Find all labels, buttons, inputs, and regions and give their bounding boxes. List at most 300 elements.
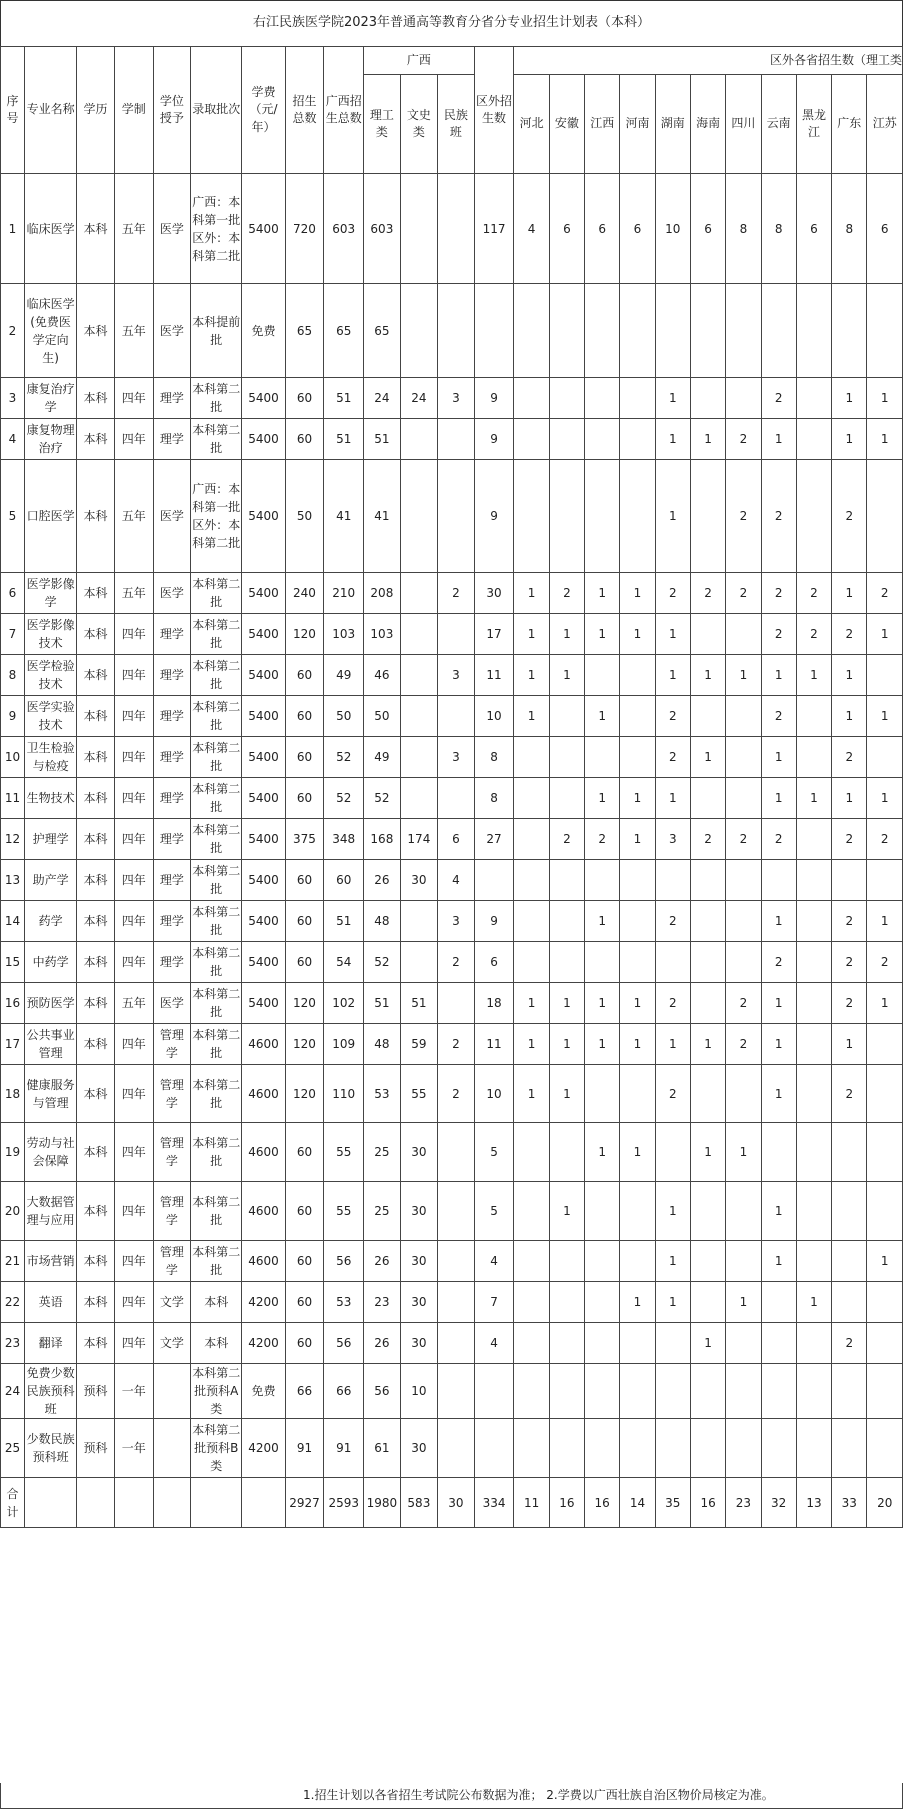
cell-gx-sci: 48: [364, 1024, 400, 1065]
header-guangxi-group: 广西: [364, 47, 474, 75]
header-total: 招生总数: [285, 47, 324, 174]
cell-degree-level: 本科: [77, 1182, 115, 1241]
cell-duration: 五年: [114, 284, 153, 378]
cell-province: 1: [761, 655, 796, 696]
cell-province: 1: [620, 1123, 655, 1182]
cell-province: 6: [585, 174, 620, 284]
cell-province: [761, 1282, 796, 1323]
cell-province: [620, 1419, 655, 1478]
cell-province: [832, 1419, 867, 1478]
cell-province: 1: [726, 655, 761, 696]
cell-out-total: 117: [474, 174, 514, 284]
cell-total: 60: [285, 942, 324, 983]
table-row: [1, 614, 903, 655]
cell-province: 1: [620, 614, 655, 655]
cell-gx-arts: 59: [400, 1024, 438, 1065]
cell-province: [726, 614, 761, 655]
cell-province: [761, 1323, 796, 1364]
cell-duration: 四年: [114, 1024, 153, 1065]
cell-major: 药学: [24, 901, 76, 942]
cell-province: 1: [655, 614, 690, 655]
cell-duration: 五年: [114, 174, 153, 284]
cell-seq: 22: [1, 1282, 25, 1323]
cell-gx-arts: 30: [400, 1419, 438, 1478]
totals-province: 23: [726, 1478, 761, 1528]
cell-province: [796, 1182, 831, 1241]
cell-province: 2: [655, 573, 690, 614]
cell-province: [796, 284, 831, 378]
header-degree-level: 学历: [77, 47, 115, 174]
cell-gx-arts: 24: [400, 378, 438, 419]
cell-province: [585, 655, 620, 696]
cell-province: [620, 1364, 655, 1419]
cell-degree-level: 本科: [77, 860, 115, 901]
header-gx-arts: 文史类: [400, 75, 438, 174]
cell-province: [867, 1024, 903, 1065]
cell-degree-award: 医学: [153, 983, 191, 1024]
cell-province: 10: [655, 174, 690, 284]
table-row: [1, 1364, 903, 1419]
cell-gx-total: 66: [324, 1364, 364, 1419]
cell-duration: 四年: [114, 1282, 153, 1323]
cell-province: 1: [655, 460, 690, 573]
table-row: [1, 1323, 903, 1364]
cell-province: 6: [796, 174, 831, 284]
cell-gx-ethnic: [438, 614, 474, 655]
cell-duration: 四年: [114, 1123, 153, 1182]
cell-tuition: 4200: [242, 1282, 285, 1323]
cell-gx-arts: 30: [400, 1323, 438, 1364]
cell-gx-arts: 30: [400, 1241, 438, 1282]
cell-province: 2: [690, 573, 725, 614]
cell-seq: 25: [1, 1419, 25, 1478]
cell-province: 1: [690, 1123, 725, 1182]
cell-gx-sci: 52: [364, 778, 400, 819]
cell-province: [620, 860, 655, 901]
cell-duration: 四年: [114, 860, 153, 901]
cell-gx-arts: 30: [400, 1282, 438, 1323]
cell-province: [514, 378, 549, 419]
cell-gx-ethnic: [438, 1123, 474, 1182]
cell-gx-ethnic: [438, 983, 474, 1024]
cell-province: [549, 378, 584, 419]
cell-degree-award: 理学: [153, 860, 191, 901]
cell-gx-arts: 30: [400, 1182, 438, 1241]
cell-gx-total: 91: [324, 1419, 364, 1478]
table-row: [1, 983, 903, 1024]
cell-gx-total: 50: [324, 696, 364, 737]
cell-degree-level: 本科: [77, 819, 115, 860]
cell-province: [514, 860, 549, 901]
cell-province: [549, 737, 584, 778]
cell-degree-level: 本科: [77, 460, 115, 573]
cell-seq: 3: [1, 378, 25, 419]
cell-degree-level: 本科: [77, 1123, 115, 1182]
cell-province: 1: [655, 419, 690, 460]
cell-province: 2: [655, 1065, 690, 1123]
table-row: [1, 1065, 903, 1123]
cell-degree-level: 本科: [77, 696, 115, 737]
cell-province: [514, 1364, 549, 1419]
totals-empty-cell: [77, 1478, 115, 1528]
header-gx-ethnic: 民族班: [438, 75, 474, 174]
cell-province: [549, 419, 584, 460]
cell-out-total: 7: [474, 1282, 514, 1323]
cell-province: 1: [655, 778, 690, 819]
cell-province: 2: [726, 1024, 761, 1065]
cell-province: 1: [514, 696, 549, 737]
cell-province: [832, 284, 867, 378]
cell-province: 1: [585, 614, 620, 655]
cell-total: 50: [285, 460, 324, 573]
cell-degree-award: [153, 1419, 191, 1478]
cell-province: [514, 1241, 549, 1282]
cell-degree-award: 理学: [153, 655, 191, 696]
cell-out-total: 11: [474, 1024, 514, 1065]
cell-province: 2: [761, 696, 796, 737]
cell-province: 8: [761, 174, 796, 284]
cell-major: 健康服务与管理: [24, 1065, 76, 1123]
cell-gx-sci: 51: [364, 419, 400, 460]
cell-province: 1: [549, 655, 584, 696]
cell-province: 1: [549, 1182, 584, 1241]
cell-major: 少数民族预科班: [24, 1419, 76, 1478]
cell-degree-level: 本科: [77, 1065, 115, 1123]
cell-tuition: 5400: [242, 983, 285, 1024]
cell-province: 1: [867, 419, 903, 460]
cell-batch: 本科第二批: [191, 819, 242, 860]
cell-province: [761, 284, 796, 378]
totals-province: 32: [761, 1478, 796, 1528]
cell-gx-sci: 53: [364, 1065, 400, 1123]
cell-province: 1: [655, 1182, 690, 1241]
cell-seq: 4: [1, 419, 25, 460]
header-province: 河南: [620, 75, 655, 174]
cell-gx-arts: 30: [400, 860, 438, 901]
cell-out-total: 8: [474, 778, 514, 819]
cell-province: [585, 1182, 620, 1241]
cell-province: 2: [761, 819, 796, 860]
cell-duration: 四年: [114, 614, 153, 655]
cell-province: 2: [655, 901, 690, 942]
table-row: [1, 573, 903, 614]
cell-province: [867, 1065, 903, 1123]
cell-province: [832, 860, 867, 901]
cell-province: 1: [867, 696, 903, 737]
cell-gx-ethnic: 2: [438, 942, 474, 983]
header-degree-award: 学位授予: [153, 47, 191, 174]
cell-province: [867, 1419, 903, 1478]
cell-tuition: 4600: [242, 1241, 285, 1282]
cell-degree-level: 本科: [77, 573, 115, 614]
cell-duration: 一年: [114, 1364, 153, 1419]
cell-province: [585, 1065, 620, 1123]
cell-seq: 17: [1, 1024, 25, 1065]
cell-province: [620, 378, 655, 419]
cell-duration: 四年: [114, 737, 153, 778]
cell-gx-ethnic: [438, 1282, 474, 1323]
header-out-group: 区外各省招生数（理工类: [514, 47, 903, 75]
cell-total: 720: [285, 174, 324, 284]
cell-province: [514, 901, 549, 942]
cell-major: 翻译: [24, 1323, 76, 1364]
cell-total: 120: [285, 614, 324, 655]
cell-gx-sci: 26: [364, 860, 400, 901]
cell-degree-level: 本科: [77, 1241, 115, 1282]
cell-degree-level: 本科: [77, 737, 115, 778]
cell-gx-sci: 24: [364, 378, 400, 419]
table-row: [1, 284, 903, 378]
cell-province: [726, 1065, 761, 1123]
cell-province: [620, 1065, 655, 1123]
cell-seq: 14: [1, 901, 25, 942]
cell-total: 120: [285, 983, 324, 1024]
cell-province: [620, 419, 655, 460]
cell-degree-award: 医学: [153, 573, 191, 614]
cell-province: 1: [585, 778, 620, 819]
cell-province: [549, 1323, 584, 1364]
cell-province: [549, 460, 584, 573]
cell-duration: 四年: [114, 942, 153, 983]
cell-province: 2: [690, 819, 725, 860]
cell-province: [796, 983, 831, 1024]
cell-tuition: 免费: [242, 284, 285, 378]
cell-province: [761, 1123, 796, 1182]
cell-province: 1: [796, 655, 831, 696]
cell-tuition: 4200: [242, 1419, 285, 1478]
cell-province: [549, 1282, 584, 1323]
table-row: [1, 901, 903, 942]
header-major: 专业名称: [24, 47, 76, 174]
cell-gx-arts: [400, 737, 438, 778]
cell-out-total: [474, 1419, 514, 1478]
table-title: 右江民族医学院2023年普通高等教育分省分专业招生计划表（本科）: [0, 0, 903, 46]
cell-province: 2: [655, 696, 690, 737]
cell-province: [549, 1123, 584, 1182]
cell-tuition: 4600: [242, 1024, 285, 1065]
cell-gx-sci: 23: [364, 1282, 400, 1323]
cell-seq: 13: [1, 860, 25, 901]
cell-province: 2: [726, 419, 761, 460]
cell-gx-ethnic: [438, 284, 474, 378]
totals-province: 11: [514, 1478, 549, 1528]
cell-degree-level: 本科: [77, 942, 115, 983]
cell-seq: 12: [1, 819, 25, 860]
cell-batch: 本科第二批: [191, 1182, 242, 1241]
cell-gx-sci: 65: [364, 284, 400, 378]
cell-province: 1: [620, 1282, 655, 1323]
cell-gx-ethnic: [438, 460, 474, 573]
cell-province: 1: [514, 1024, 549, 1065]
totals-gx-ethnic: 30: [438, 1478, 474, 1528]
cell-major: 生物技术: [24, 778, 76, 819]
cell-province: 1: [690, 1323, 725, 1364]
totals-province: 13: [796, 1478, 831, 1528]
cell-seq: 20: [1, 1182, 25, 1241]
header-province: 江西: [585, 75, 620, 174]
cell-province: [726, 1182, 761, 1241]
cell-batch: 本科: [191, 1282, 242, 1323]
totals-province: 14: [620, 1478, 655, 1528]
cell-province: [796, 819, 831, 860]
cell-tuition: 免费: [242, 1364, 285, 1419]
cell-province: [867, 284, 903, 378]
cell-gx-arts: [400, 942, 438, 983]
table-row: [1, 1419, 903, 1478]
cell-tuition: 4600: [242, 1123, 285, 1182]
totals-out-total: 334: [474, 1478, 514, 1528]
cell-province: [514, 460, 549, 573]
cell-province: 2: [832, 983, 867, 1024]
cell-seq: 21: [1, 1241, 25, 1282]
cell-province: [761, 1364, 796, 1419]
totals-empty-cell: [153, 1478, 191, 1528]
totals-empty-cell: [114, 1478, 153, 1528]
header-province: 安徽: [549, 75, 584, 174]
cell-province: [620, 1323, 655, 1364]
cell-major: 英语: [24, 1282, 76, 1323]
cell-gx-arts: [400, 901, 438, 942]
cell-gx-total: 51: [324, 378, 364, 419]
cell-province: [726, 1419, 761, 1478]
cell-seq: 24: [1, 1364, 25, 1419]
cell-province: [832, 1182, 867, 1241]
cell-tuition: 5400: [242, 419, 285, 460]
cell-total: 120: [285, 1065, 324, 1123]
cell-province: 1: [620, 573, 655, 614]
cell-seq: 11: [1, 778, 25, 819]
cell-province: 1: [585, 696, 620, 737]
cell-province: [796, 419, 831, 460]
cell-major: 临床医学: [24, 174, 76, 284]
cell-province: [796, 378, 831, 419]
totals-province: 33: [832, 1478, 867, 1528]
cell-province: 6: [690, 174, 725, 284]
cell-province: 1: [761, 1024, 796, 1065]
cell-gx-sci: 208: [364, 573, 400, 614]
cell-batch: 本科第二批: [191, 942, 242, 983]
cell-province: [726, 1364, 761, 1419]
cell-province: [796, 1323, 831, 1364]
cell-seq: 9: [1, 696, 25, 737]
cell-gx-total: 53: [324, 1282, 364, 1323]
cell-province: [690, 983, 725, 1024]
cell-gx-arts: [400, 460, 438, 573]
cell-tuition: 5400: [242, 573, 285, 614]
cell-province: 1: [514, 1065, 549, 1123]
enrollment-plan-table: [0, 46, 903, 1528]
cell-province: [585, 419, 620, 460]
cell-gx-arts: [400, 174, 438, 284]
cell-total: 60: [285, 655, 324, 696]
cell-province: [690, 1364, 725, 1419]
cell-major: 护理学: [24, 819, 76, 860]
cell-gx-total: 49: [324, 655, 364, 696]
cell-out-total: 9: [474, 378, 514, 419]
cell-degree-award: 医学: [153, 284, 191, 378]
cell-province: [549, 942, 584, 983]
cell-degree-award: 理学: [153, 901, 191, 942]
cell-province: 1: [832, 1024, 867, 1065]
cell-province: [585, 378, 620, 419]
cell-gx-ethnic: [438, 1241, 474, 1282]
cell-gx-arts: 30: [400, 1123, 438, 1182]
cell-gx-arts: 174: [400, 819, 438, 860]
cell-tuition: 5400: [242, 860, 285, 901]
cell-out-total: 27: [474, 819, 514, 860]
cell-province: 2: [867, 573, 903, 614]
cell-duration: 四年: [114, 1323, 153, 1364]
cell-province: [585, 860, 620, 901]
cell-gx-total: 56: [324, 1241, 364, 1282]
cell-province: 2: [832, 1065, 867, 1123]
cell-duration: 四年: [114, 655, 153, 696]
cell-gx-sci: 41: [364, 460, 400, 573]
table-row: [1, 460, 903, 573]
table-row: [1, 1182, 903, 1241]
cell-major: 康复物理治疗: [24, 419, 76, 460]
cell-province: 8: [726, 174, 761, 284]
cell-seq: 16: [1, 983, 25, 1024]
cell-gx-total: 41: [324, 460, 364, 573]
cell-province: [726, 378, 761, 419]
cell-province: 1: [761, 901, 796, 942]
cell-batch: 本科第二批: [191, 737, 242, 778]
cell-province: 2: [761, 942, 796, 983]
cell-major: 医学影像技术: [24, 614, 76, 655]
cell-gx-arts: 55: [400, 1065, 438, 1123]
cell-province: [514, 1282, 549, 1323]
cell-seq: 10: [1, 737, 25, 778]
cell-province: [514, 284, 549, 378]
cell-province: [690, 614, 725, 655]
cell-province: [726, 860, 761, 901]
cell-gx-ethnic: 2: [438, 1024, 474, 1065]
totals-gx-total: 2593: [324, 1478, 364, 1528]
cell-gx-sci: 26: [364, 1241, 400, 1282]
cell-tuition: 4600: [242, 1065, 285, 1123]
cell-province: [726, 696, 761, 737]
cell-degree-level: 预科: [77, 1419, 115, 1478]
cell-province: [549, 1241, 584, 1282]
cell-gx-total: 65: [324, 284, 364, 378]
cell-out-total: 4: [474, 1241, 514, 1282]
cell-province: 1: [585, 1123, 620, 1182]
totals-province: 16: [690, 1478, 725, 1528]
totals-total: 2927: [285, 1478, 324, 1528]
cell-batch: 广西：本科第一批区外：本科第二批: [191, 174, 242, 284]
cell-province: 1: [585, 983, 620, 1024]
cell-province: 6: [549, 174, 584, 284]
cell-gx-sci: 25: [364, 1123, 400, 1182]
cell-province: 2: [761, 614, 796, 655]
cell-province: 1: [761, 737, 796, 778]
cell-out-total: 8: [474, 737, 514, 778]
cell-gx-total: 109: [324, 1024, 364, 1065]
cell-degree-award: 理学: [153, 614, 191, 655]
table-row: [1, 174, 903, 284]
header-province: 河北: [514, 75, 549, 174]
cell-tuition: 5400: [242, 696, 285, 737]
cell-gx-total: 54: [324, 942, 364, 983]
cell-batch: 本科第二批: [191, 1123, 242, 1182]
cell-gx-ethnic: [438, 1323, 474, 1364]
cell-gx-sci: 603: [364, 174, 400, 284]
cell-total: 240: [285, 573, 324, 614]
cell-province: [690, 1282, 725, 1323]
cell-gx-arts: [400, 284, 438, 378]
table-row: [1, 378, 903, 419]
